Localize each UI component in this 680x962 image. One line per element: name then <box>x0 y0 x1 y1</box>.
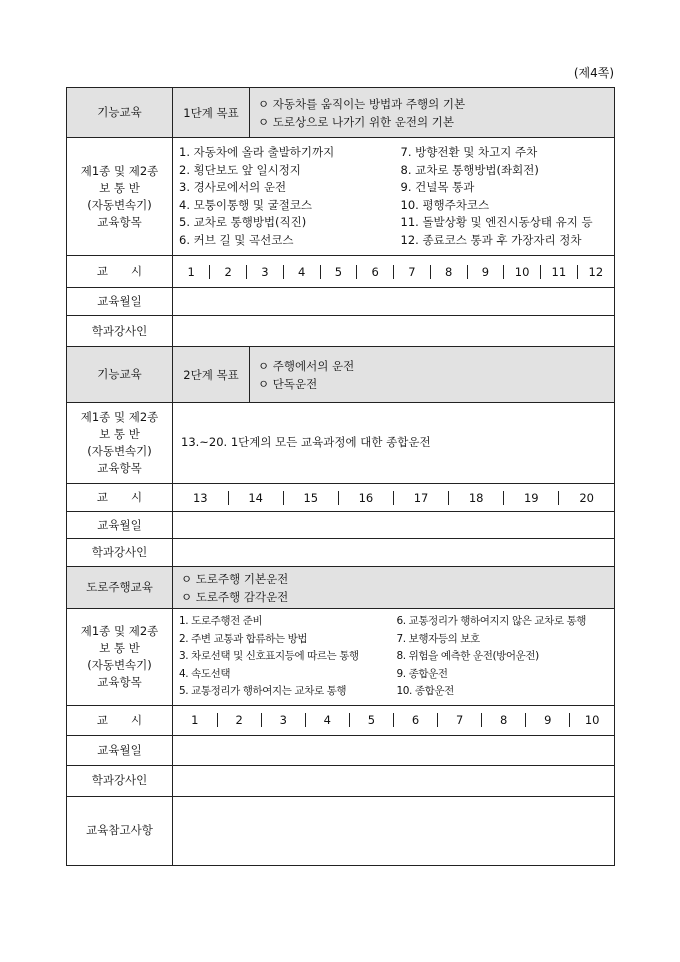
education-item: 5. 교차로 통행방법(직진) <box>179 215 307 229</box>
date-label: 교육월일 <box>67 735 173 765</box>
period-label: 교 시 <box>67 705 173 735</box>
education-item: 9. 종합운전 <box>396 667 448 680</box>
section2-goal-label: 2단계 목표 <box>173 347 250 403</box>
section1-sign-row <box>67 316 615 347</box>
section1-goal-label: 1단계 목표 <box>173 88 250 138</box>
target-label-line: 보 통 반 <box>99 427 140 441</box>
period-cell: 13 <box>192 490 208 505</box>
education-item: 2. 횡단보도 앞 일시정지 <box>179 162 301 177</box>
target-label-line: 보 통 반 <box>99 640 140 655</box>
section3-items <box>173 609 615 706</box>
period-label: 교 시 <box>67 484 173 512</box>
education-item: 3. 경사로에서의 운전 <box>179 180 287 194</box>
period-cell: 18 <box>449 491 504 505</box>
education-item: 5. 교통정리가 행하여지는 교차로 통행 <box>179 685 347 697</box>
period-cell: 8 <box>430 265 467 279</box>
section2-header <box>67 347 615 403</box>
education-item: 7. 방향전환 및 차고지 주차 <box>400 145 538 159</box>
section3-goals: ㅇ 도로주행 기본운전 ㅇ 도로주행 감각운전 <box>173 567 615 609</box>
target-label-line: (자동변속기) <box>87 657 152 672</box>
section1-header <box>67 88 615 138</box>
page-number: (제4쪽) <box>573 66 614 80</box>
section3-title: 도로주행교육 <box>67 567 173 609</box>
target-label-line: 교육항목 <box>97 461 142 475</box>
period-cell: 10 <box>504 265 541 279</box>
period-cell: 6 <box>357 265 394 279</box>
period-cell: 15 <box>283 491 338 505</box>
period-label: 교 시 <box>67 256 173 288</box>
sign-label: 학과강사인 <box>67 316 173 347</box>
target-label-line: 제1종 및 제2종 <box>80 163 159 178</box>
period-cell: 5 <box>320 265 357 279</box>
period-cell: 2 <box>217 713 261 727</box>
date-label: 교육월일 <box>67 288 173 316</box>
period-cell: 14 <box>228 491 283 505</box>
date-label: 교육월일 <box>67 512 173 539</box>
education-item: 10. 평행주차코스 <box>400 197 490 212</box>
section2-goals: ㅇ 주행에서의 운전 ㅇ 단독운전 <box>250 347 615 403</box>
section1-title: 기능교육 <box>67 88 173 138</box>
period-cell: 3 <box>247 265 284 279</box>
period-cell: 9 <box>526 713 570 727</box>
education-item: 6. 교통정리가 행하여지지 않은 교차로 통행 <box>396 615 587 627</box>
period-cell: 20 <box>559 491 614 505</box>
section1-date-row <box>67 288 615 316</box>
section1-items <box>173 138 615 256</box>
education-item: 1. 자동차에 올라 출발하기까지 <box>179 145 335 159</box>
period-cell: 2 <box>210 265 247 279</box>
sign-label: 학과강사인 <box>67 765 173 796</box>
section1-period-row <box>67 256 615 288</box>
target-label-line: (자동변속기) <box>87 444 152 458</box>
education-item: 4. 속도선택 <box>179 667 231 680</box>
section3-date-row <box>67 735 615 765</box>
section2-title: 기능교육 <box>67 347 173 403</box>
education-item: 8. 교차로 통행방법(좌회전) <box>400 162 539 177</box>
notes-label: 교육참고사항 <box>67 796 173 865</box>
notes-row <box>67 796 615 865</box>
target-label <box>67 138 173 256</box>
period-cell: 16 <box>338 491 393 505</box>
section2-item: 13.~20. 1단계의 모든 교육과정에 대한 종합운전 <box>173 403 615 484</box>
target-label-line: 교육항목 <box>97 674 142 689</box>
education-item: 12. 종료코스 통과 후 가장자리 정차 <box>400 232 582 247</box>
education-item: 2. 주변 교통과 합류하는 방법 <box>179 632 308 645</box>
target-label <box>67 609 173 706</box>
section3-period-row <box>67 705 615 735</box>
period-cell: 11 <box>541 265 578 279</box>
sign-label: 학과강사인 <box>67 539 173 567</box>
education-item: 9. 건널목 통과 <box>400 180 475 194</box>
section1-items-row <box>67 138 615 256</box>
target-label-line: 보 통 반 <box>99 180 140 195</box>
education-record-table <box>66 87 615 866</box>
period-cell: 19 <box>504 491 559 505</box>
target-label-line: 제1종 및 제2종 <box>80 410 159 424</box>
section2-items-row <box>67 403 615 484</box>
period-cell: 8 <box>482 713 526 727</box>
target-label-line: 교육항목 <box>97 214 142 229</box>
section2-date-row <box>67 512 615 539</box>
period-cell: 7 <box>394 265 431 279</box>
period-cell: 17 <box>394 491 449 505</box>
period-cell: 10 <box>570 713 614 727</box>
education-item: 11. 돌발상황 및 엔진시동상태 유지 등 <box>400 215 593 229</box>
target-label <box>67 403 173 484</box>
section3-header <box>67 567 615 609</box>
education-item: 4. 모퉁이통행 및 굴절코스 <box>179 197 313 212</box>
period-cell: 1 <box>187 264 195 279</box>
period-cell: 4 <box>283 265 320 279</box>
education-item: 1. 도로주행전 준비 <box>179 615 263 627</box>
period-cell: 6 <box>393 713 437 727</box>
section2-sign-row <box>67 539 615 567</box>
education-item: 3. 차로선택 및 신호표지등에 따르는 통행 <box>179 650 359 662</box>
period-cell: 4 <box>305 713 349 727</box>
period-cell: 9 <box>467 265 504 279</box>
education-item: 7. 보행자등의 보호 <box>396 632 480 645</box>
period-cell: 12 <box>577 265 614 279</box>
section2-period-row <box>67 484 615 512</box>
education-item: 10. 종합운전 <box>396 685 454 697</box>
period-cell: 1 <box>191 713 199 727</box>
section3-items-row <box>67 609 615 706</box>
notes-field[interactable] <box>173 796 615 865</box>
education-item: 6. 커브 길 및 곡선코스 <box>179 232 294 247</box>
target-label-line: 제1종 및 제2종 <box>80 623 159 638</box>
period-cell: 7 <box>438 713 482 727</box>
section1-goals: ㅇ 자동차를 움직이는 방법과 주행의 기본 ㅇ 도로상으로 나가기 위한 운전의 기본 <box>250 88 615 138</box>
section3-sign-row <box>67 765 615 796</box>
target-label-line: (자동변속기) <box>87 197 152 212</box>
period-cell: 3 <box>261 713 305 727</box>
education-item: 8. 위험을 예측한 운전(방어운전) <box>396 650 539 662</box>
period-cell: 5 <box>349 713 393 727</box>
